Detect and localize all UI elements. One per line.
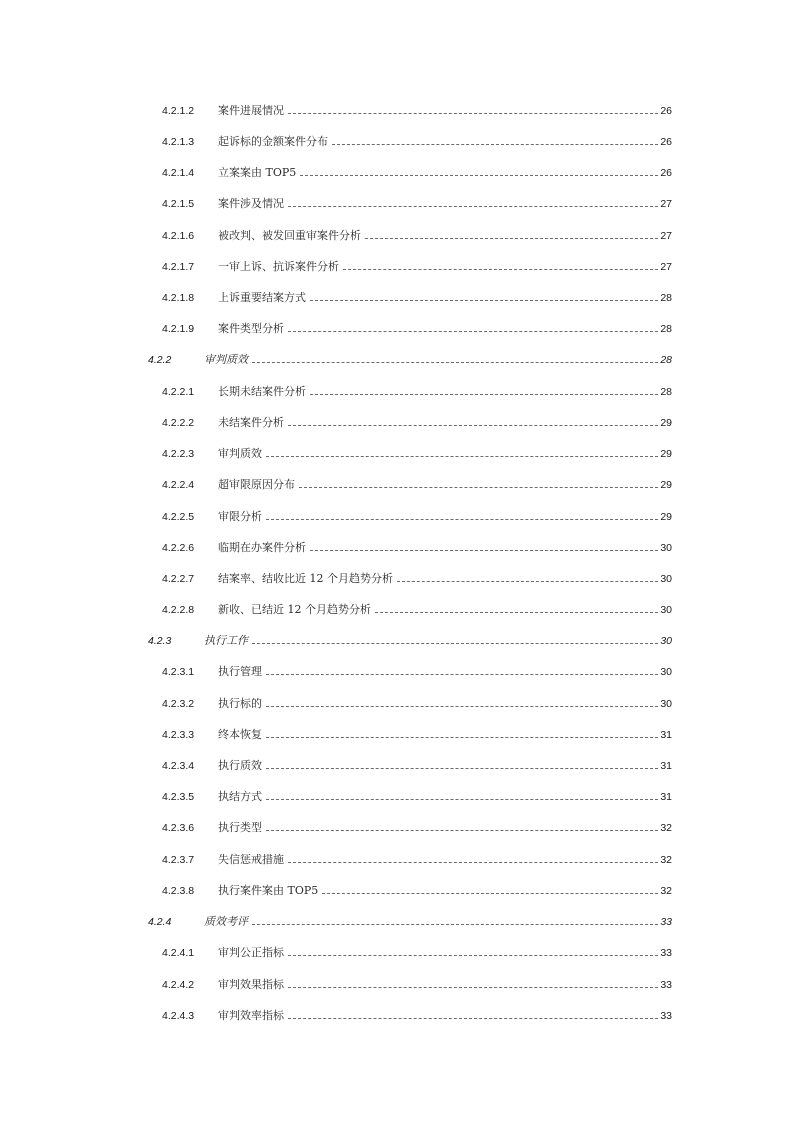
dot-leader — [310, 549, 658, 551]
toc-entry-number: 4.2.3 — [148, 635, 172, 647]
toc-entry[interactable] — [162, 881, 672, 901]
dot-leader — [266, 736, 658, 738]
toc-entry-page: 26 — [660, 136, 672, 148]
toc-entry-number: 4.2.1.7 — [162, 261, 195, 273]
dot-leader — [266, 455, 658, 457]
toc-entry[interactable] — [162, 818, 672, 838]
dot-leader — [288, 861, 658, 863]
dot-leader — [288, 112, 658, 114]
toc-entry-title: 案件涉及情况 — [218, 197, 284, 210]
toc-entry-title: 案件进展情况 — [218, 104, 284, 117]
toc-entry[interactable] — [162, 257, 672, 277]
toc-entry[interactable] — [162, 943, 672, 963]
toc-entry[interactable] — [162, 319, 672, 339]
toc-section-heading[interactable] — [148, 912, 672, 932]
toc-entry-page: 30 — [660, 573, 672, 585]
dot-leader — [343, 268, 658, 270]
toc-entry[interactable] — [162, 507, 672, 527]
toc-entry-number: 4.2.3.4 — [162, 760, 195, 772]
toc-entry-title: 执行类型 — [218, 821, 262, 834]
toc-entry-number: 4.2.1.9 — [162, 323, 195, 335]
toc-entry-page: 26 — [660, 105, 672, 117]
toc-entry-title: 案件类型分析 — [218, 322, 284, 335]
toc-entry-number: 4.2.1.4 — [162, 167, 195, 179]
toc-entry-number: 4.2.1.3 — [162, 136, 195, 148]
toc-entry-number: 4.2.3.2 — [162, 698, 195, 710]
toc-entry[interactable] — [162, 226, 672, 246]
toc-entry[interactable] — [162, 444, 672, 464]
toc-entry-page: 27 — [660, 198, 672, 210]
toc-entry-number: 4.2.3.7 — [162, 854, 195, 866]
toc-entry-page: 32 — [660, 822, 672, 834]
toc-entry-number: 4.2.2.4 — [162, 479, 195, 491]
toc-entry-number: 4.2.3.8 — [162, 885, 195, 897]
toc-entry[interactable] — [162, 756, 672, 776]
toc-entry-page: 33 — [660, 947, 672, 959]
toc-entry-title: 长期未结案件分析 — [218, 385, 306, 398]
toc-entry-title: 执行管理 — [218, 665, 262, 678]
toc-entry-page: 28 — [660, 323, 672, 335]
toc-entry-title: 上诉重要结案方式 — [218, 291, 306, 304]
toc-entry-page: 29 — [660, 417, 672, 429]
dot-leader — [252, 361, 658, 363]
toc-entry-title: 临期在办案件分析 — [218, 541, 306, 554]
dot-leader — [252, 642, 658, 644]
toc-entry-number: 4.2.2.5 — [162, 511, 195, 523]
toc-entry-number: 4.2.2.3 — [162, 448, 195, 460]
toc-entry-page: 33 — [660, 1010, 672, 1022]
toc-entry-number: 4.2.2.8 — [162, 604, 195, 616]
toc-entry[interactable] — [162, 475, 672, 495]
toc-entry[interactable] — [162, 694, 672, 714]
toc-entry-title: 终本恢复 — [218, 728, 262, 741]
toc-entry-title: 质效考评 — [204, 915, 248, 928]
dot-leader — [288, 986, 658, 988]
toc-entry-number: 4.2.2 — [148, 354, 172, 366]
toc-entry-title: 审判公正指标 — [218, 946, 284, 959]
toc-entry-title: 结案率、结收比近 12 个月趋势分析 — [218, 572, 393, 585]
toc-entry-page: 27 — [660, 261, 672, 273]
dot-leader — [266, 705, 658, 707]
dot-leader — [266, 518, 658, 520]
toc-entry-title: 起诉标的金额案件分布 — [218, 135, 328, 148]
dot-leader — [397, 580, 658, 582]
dot-leader — [266, 798, 658, 800]
toc-entry[interactable] — [162, 538, 672, 558]
toc-entry-page: 28 — [660, 354, 672, 366]
toc-entry-page: 30 — [660, 542, 672, 554]
toc-entry-page: 29 — [660, 448, 672, 460]
toc-entry-page: 31 — [660, 791, 672, 803]
dot-leader — [266, 673, 658, 675]
toc-entry-title: 未结案件分析 — [218, 416, 284, 429]
dot-leader — [332, 143, 658, 145]
toc-entry-number: 4.2.4 — [148, 916, 172, 928]
toc-entry-page: 28 — [660, 386, 672, 398]
dot-leader — [266, 767, 658, 769]
toc-entry[interactable] — [162, 132, 672, 152]
toc-entry[interactable] — [162, 163, 672, 183]
dot-leader — [288, 330, 658, 332]
toc-entry-page: 29 — [660, 479, 672, 491]
dot-leader — [310, 299, 658, 301]
toc-entry-title: 超审限原因分布 — [218, 478, 295, 491]
toc-entry[interactable] — [162, 288, 672, 308]
toc-entry-page: 33 — [660, 979, 672, 991]
toc-entry-page: 28 — [660, 292, 672, 304]
toc-section-heading[interactable] — [148, 350, 672, 370]
toc-entry-page: 31 — [660, 760, 672, 772]
dot-leader — [288, 954, 658, 956]
toc-entry-page: 27 — [660, 230, 672, 242]
dot-leader — [322, 892, 658, 894]
toc-entry-title: 执行标的 — [218, 697, 262, 710]
toc-section-heading[interactable] — [148, 631, 672, 651]
toc-entry-number: 4.2.3.6 — [162, 822, 195, 834]
dot-leader — [266, 829, 658, 831]
toc-entry-title: 审限分析 — [218, 510, 262, 523]
toc-entry-title: 审判质效 — [204, 353, 248, 366]
dot-leader — [375, 611, 658, 613]
toc-entry-title: 执行案件案由 TOP5 — [218, 884, 319, 897]
dot-leader — [288, 1017, 658, 1019]
toc-entry[interactable] — [162, 101, 672, 121]
toc-entry-title: 被改判、被发回重审案件分析 — [218, 229, 361, 242]
toc-entry-title: 执行质效 — [218, 759, 262, 772]
toc-entry[interactable] — [162, 194, 672, 214]
toc-entry-page: 32 — [660, 885, 672, 897]
toc-entry-page: 32 — [660, 854, 672, 866]
toc-entry-number: 4.2.2.6 — [162, 542, 195, 554]
toc-entry-number: 4.2.2.1 — [162, 386, 195, 398]
toc-entry-page: 31 — [660, 729, 672, 741]
toc-entry-title: 一审上诉、抗诉案件分析 — [218, 260, 339, 273]
toc-entry-number: 4.2.1.2 — [162, 105, 195, 117]
toc-entry-page: 26 — [660, 167, 672, 179]
toc-entry-page: 33 — [660, 916, 672, 928]
toc-entry-title: 立案案由 TOP5 — [218, 166, 297, 179]
toc-entry-number: 4.2.3.5 — [162, 791, 195, 803]
toc-entry[interactable] — [162, 787, 672, 807]
toc-entry[interactable] — [162, 1006, 672, 1026]
toc-entry-title: 审判效率指标 — [218, 1009, 284, 1022]
dot-leader — [288, 205, 658, 207]
toc-entry-number: 4.2.1.8 — [162, 292, 195, 304]
toc-entry-title: 新收、已结近 12 个月趋势分析 — [218, 603, 371, 616]
toc-entry-page: 30 — [660, 666, 672, 678]
toc-entry-number: 4.2.3.3 — [162, 729, 195, 741]
toc-entry-number: 4.2.4.1 — [162, 947, 195, 959]
toc-entry-number: 4.2.4.3 — [162, 1010, 195, 1022]
toc-entry[interactable] — [162, 850, 672, 870]
toc-entry-title: 执结方式 — [218, 790, 262, 803]
dot-leader — [252, 923, 658, 925]
dot-leader — [288, 424, 658, 426]
toc-entry[interactable] — [162, 662, 672, 682]
toc-entry-page: 29 — [660, 511, 672, 523]
toc-entry[interactable] — [162, 382, 672, 402]
toc-entry-number: 4.2.1.5 — [162, 198, 195, 210]
toc-entry[interactable] — [162, 975, 672, 995]
toc-entry[interactable] — [162, 725, 672, 745]
toc-entry-number: 4.2.2.2 — [162, 417, 195, 429]
toc-entry-title: 审判效果指标 — [218, 978, 284, 991]
toc-entry[interactable] — [162, 413, 672, 433]
toc-entry-number: 4.2.2.7 — [162, 573, 195, 585]
dot-leader — [310, 393, 658, 395]
toc-entry-page: 30 — [660, 604, 672, 616]
toc-entry-title: 执行工作 — [204, 634, 248, 647]
dot-leader — [365, 237, 658, 239]
toc-entry-number: 4.2.4.2 — [162, 979, 195, 991]
toc-entry-title: 失信惩戒措施 — [218, 853, 284, 866]
toc-entry-page: 30 — [660, 698, 672, 710]
dot-leader — [300, 174, 658, 176]
toc-entry-number: 4.2.1.6 — [162, 230, 195, 242]
toc-entry[interactable] — [162, 600, 672, 620]
dot-leader — [299, 486, 658, 488]
toc-entry-number: 4.2.3.1 — [162, 666, 195, 678]
toc-entry-page: 30 — [660, 635, 672, 647]
toc-entry[interactable] — [162, 569, 672, 589]
toc-entry-title: 审判质效 — [218, 447, 262, 460]
